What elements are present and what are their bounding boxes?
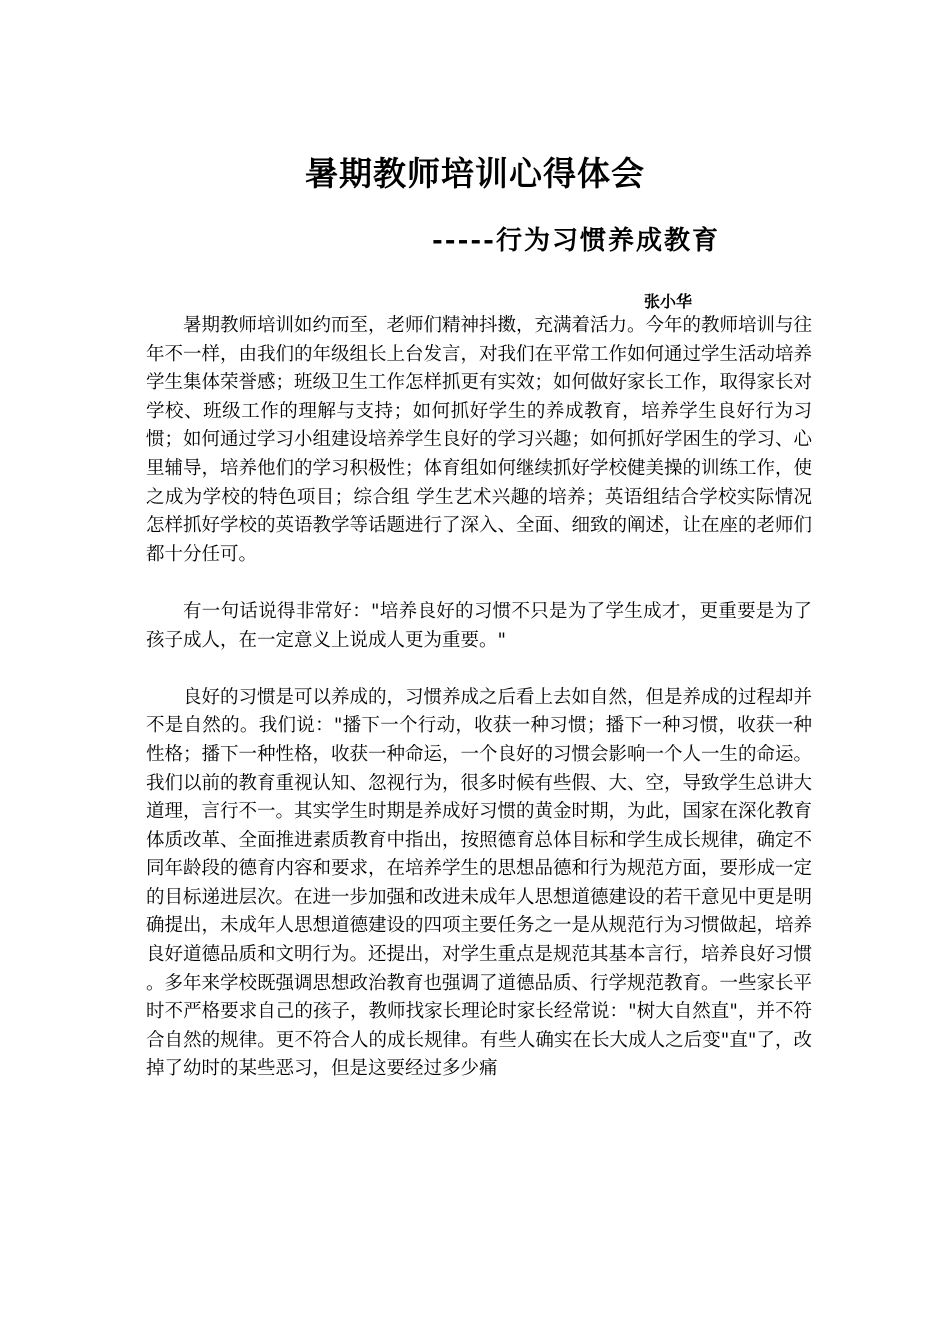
paragraph-3: 良好的习惯是可以养成的，习惯养成之后看上去如自然，但是养成的过程却并不是自然的。我们说："播下一个行动，收获一种习惯；播下一种习惯，收获一种性格；播下一种性格，收获一种命运，一个良好的习惯会影响一个人一生的命运。我们以前的教育重视认知、忽视行为，很多时候有些假、大、空，导致学生总讲大道理，言行不一。其实学生时期是养成好习惯的黄金时期，为此，国家在深化教育体质改革、全面推进素质教育中指出，按照德育总体目标和学生成长规律，确定不同年龄段的德育内容和要求，在培养学生的思想品德和行为规范方面，要形成一定的目标递进层次。在进一步加强和改进未成年人思想道德建设的若干意见中更是明确提出，未成年人思想道德建设的四项主要任务之一是从规范行为习惯做起，培养良好道德品质和文明行为。还提出，对学生重点是规范其基本言行，培养良好习惯 。多年来学校既强调思想政治教育也强调了道德品质、行学规范教育。一些家长平时不严格要求自己的孩子，教师找家长理论时家长经常说："树大自然直"，并不符合自然的规律。更不符合人的成长规律。有些人确实在长大成人之后变"直"了，改掉了幼时的某些恶习，但是这要经过多少痛 <box>146 686 813 1080</box>
document-subtitle: -----行为习惯养成教育 <box>432 226 720 256</box>
document-title: 暑期教师培训心得体会 <box>305 154 645 193</box>
document-body <box>146 312 812 1084</box>
author-name: 张小华 <box>644 292 693 311</box>
paragraph-2: 有一句话说得非常好："培养良好的习惯不只是为了学生成才，更重要是为了孩子成人，在一定意义上说成人更为重要。" <box>146 600 812 651</box>
paragraph-1: 暑期教师培训如约而至，老师们精神抖擞，充满着活力。今年的教师培训与往年不一样，由我们的年级组长上台发言，对我们在平常工作如何通过学生活动培养学生集体荣誉感；班级卫生工作怎样抓更有实效；如何做好家长工作，取得家长对学校、班级工作的理解与支持；如何抓好学生的养成教育，培养学生良好行为习惯；如何通过学习小组建设培养学生良好的学习兴趣；如何抓好学困生的学习、心里辅导，培养他们的学习积极性；体育组如何继续抓好学校健美操的训练工作，使之成为学校的特色项目；综合组 学生艺术兴趣的培养；英语组结合学校实际情况怎样抓好学校的英语教学等话题进行了深入、全面、细致的阐述，让在座的老师们都十分任可。 <box>146 315 813 565</box>
